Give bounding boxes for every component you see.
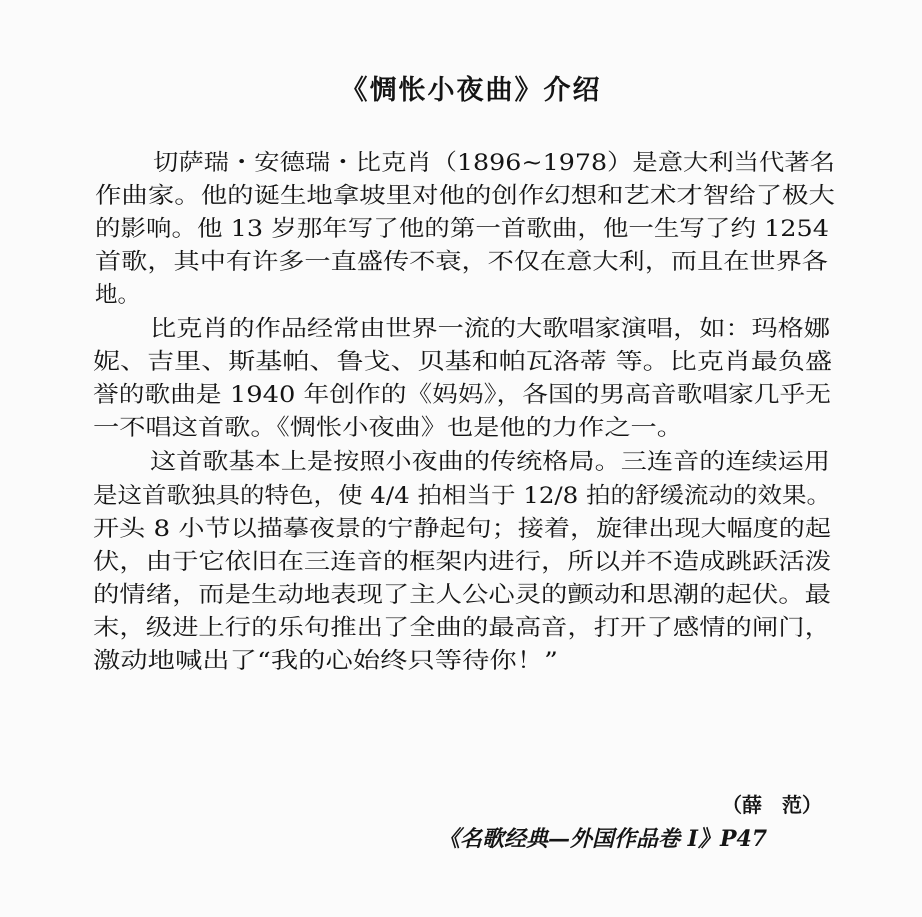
paragraph-line: 激动地喊出了“我的心始终只等待你！”	[93, 648, 558, 674]
paragraph-line: 作曲家。他的诞生地拿坡里对他的创作幻想和艺术才智给了极大	[95, 183, 835, 209]
paragraph-line: 末，级进上行的乐句推出了全曲的最高音，打开了感情的闸门，	[93, 615, 831, 641]
paragraph-line: 妮、吉里、斯基帕、鲁戈、贝基和帕瓦洛蒂 等。比克肖最负盛	[93, 349, 832, 375]
author-credit: （薛 范）	[722, 793, 822, 817]
paragraph-line: 一不唱这首歌。《惆怅小夜曲》也是他的力作之一。	[93, 415, 683, 441]
paragraph-line: 的影响。他 13 岁那年写了他的第一首歌曲，他一生写了约 1254	[95, 216, 829, 242]
source-citation: 《名歌经典—外国作品卷 I》P47	[438, 826, 768, 852]
paragraph-line: 誉的歌曲是 1940 年创作的《妈妈》，各国的男高音歌唱家几乎无	[93, 382, 831, 408]
document-title: 《惆怅小夜曲》介绍	[340, 75, 602, 106]
paragraph-line: 是这首歌独具的特色，使 4/4 拍相当于 12/8 拍的舒缓流动的效果。	[93, 483, 831, 509]
paragraph-line: 的情绪，而是生动地表现了主人公心灵的颤动和思潮的起伏。最	[93, 582, 831, 608]
paragraph-line: 切萨瑞・安德瑞・比克肖（1896~1978）是意大利当代著名	[153, 150, 835, 176]
paragraph-line: 这首歌基本上是按照小夜曲的传统格局。三连音的连续运用	[150, 449, 830, 475]
paragraph-line: 首歌，其中有许多一直盛传不衰，不仅在意大利，而且在世界各	[95, 249, 828, 275]
paragraph-line: 比克肖的作品经常由世界一流的大歌唱家演唱，如：玛格娜	[150, 316, 830, 342]
paragraph-line: 地。	[95, 282, 141, 308]
paragraph-line: 开头 8 小节以描摹夜景的宁静起句；接着，旋律出现大幅度的起	[93, 516, 831, 542]
paragraph-line: 伏，由于它依旧在三连音的框架内进行，所以并不造成跳跃活泼	[93, 549, 831, 575]
